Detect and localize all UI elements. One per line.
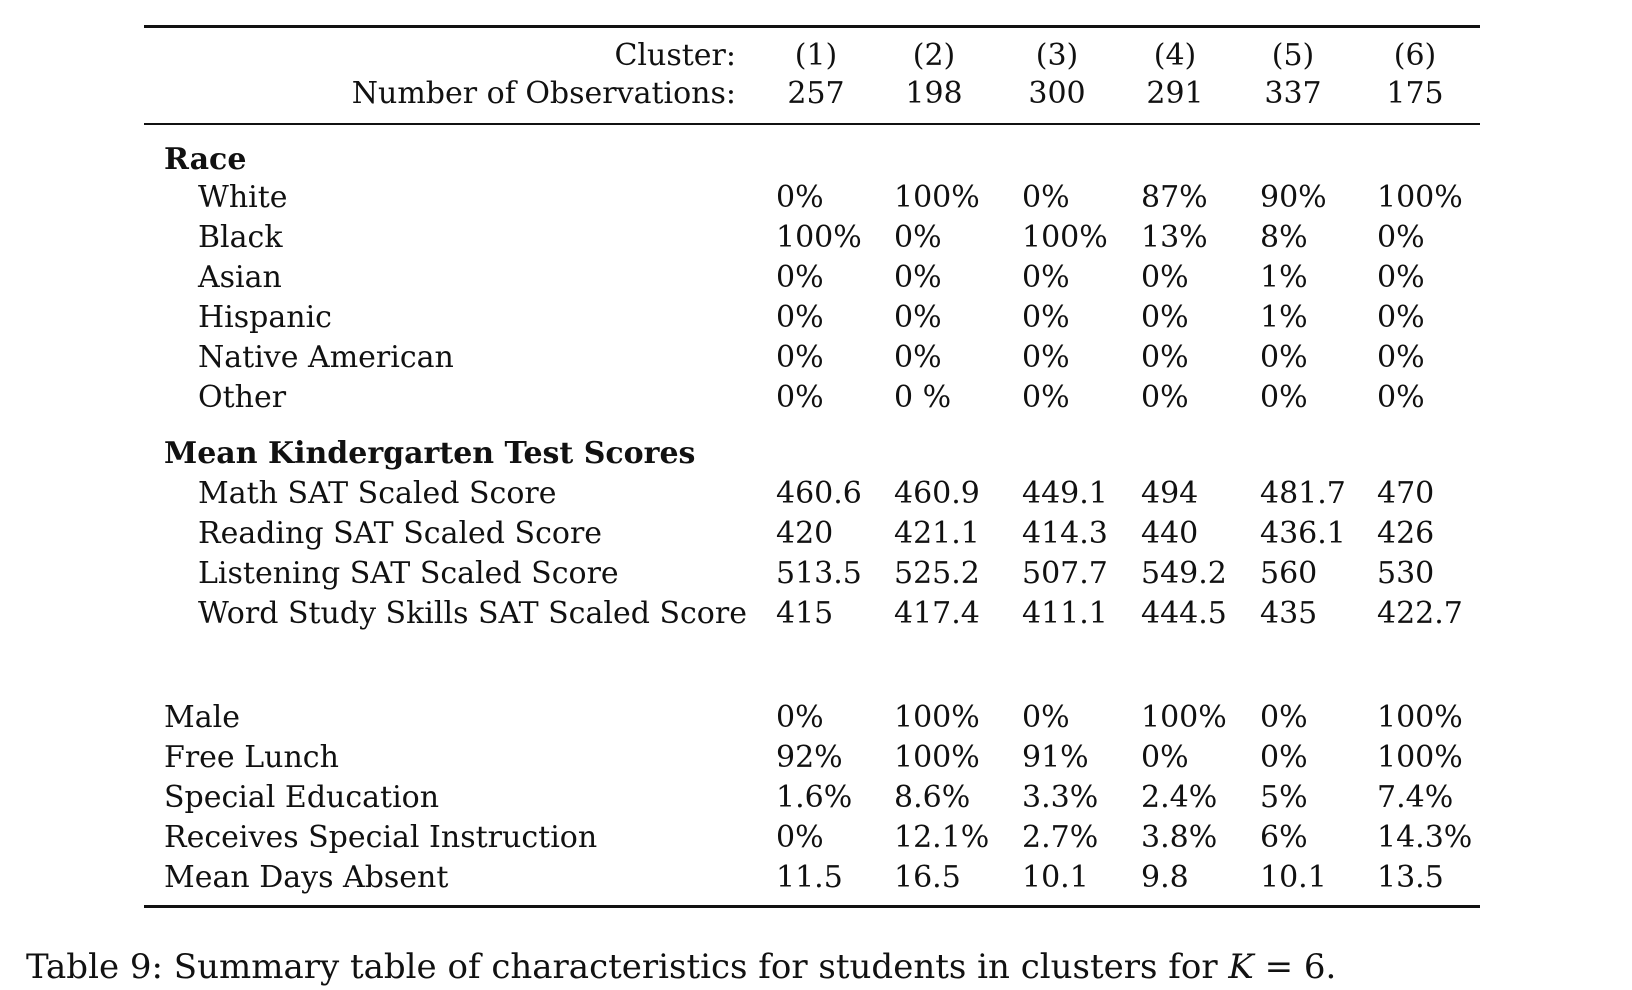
cell: 0% <box>1022 700 1070 735</box>
cell: 0% <box>776 300 824 335</box>
cell: 444.5 <box>1141 596 1227 631</box>
observations-header-label: Number of Observations: <box>351 76 736 111</box>
cell: 411.1 <box>1022 596 1108 631</box>
row-label: White <box>198 180 288 215</box>
cell: 0% <box>894 340 942 375</box>
section-title-scores: Mean Kindergarten Test Scores <box>164 436 696 471</box>
obs-col-4: 291 <box>1146 76 1204 111</box>
cell: 435 <box>1260 596 1318 631</box>
cell: 481.7 <box>1260 476 1346 511</box>
row-label: Receives Special Instruction <box>164 820 598 855</box>
cluster-col-1: (1) <box>794 38 838 73</box>
cell: 494 <box>1141 476 1199 511</box>
cell: 8.6% <box>894 780 971 815</box>
top-rule <box>144 25 1480 28</box>
cell: 6% <box>1260 820 1308 855</box>
cell: 3.3% <box>1022 780 1099 815</box>
cell: 7.4% <box>1377 780 1454 815</box>
cell: 0% <box>1377 260 1425 295</box>
cell: 9.8 <box>1141 860 1189 895</box>
cell: 0% <box>894 300 942 335</box>
cell: 422.7 <box>1377 596 1463 631</box>
cell: 417.4 <box>894 596 980 631</box>
cell: 0% <box>1260 340 1308 375</box>
cell: 87% <box>1141 180 1208 215</box>
cell: 0% <box>1022 180 1070 215</box>
row-label: Mean Days Absent <box>164 860 449 895</box>
cell: 0% <box>1377 300 1425 335</box>
cell: 100% <box>1141 700 1227 735</box>
cell: 525.2 <box>894 556 980 591</box>
obs-col-3: 300 <box>1028 76 1086 111</box>
cell: 100% <box>894 180 980 215</box>
cell: 449.1 <box>1022 476 1108 511</box>
row-label: Other <box>198 380 287 415</box>
row-label: Special Education <box>164 780 440 815</box>
cluster-col-4: (4) <box>1153 38 1197 73</box>
obs-col-1: 257 <box>787 76 845 111</box>
cell: 92% <box>776 740 843 775</box>
cell: 91% <box>1022 740 1089 775</box>
cell: 0% <box>1022 260 1070 295</box>
cluster-col-2: (2) <box>912 38 956 73</box>
cell: 0% <box>1260 700 1308 735</box>
cell: 421.1 <box>894 516 980 551</box>
cell: 0% <box>1260 380 1308 415</box>
cell: 1.6% <box>776 780 853 815</box>
cell: 0% <box>776 820 824 855</box>
cluster-header-label: Cluster: <box>614 38 736 73</box>
row-label: Asian <box>198 260 282 295</box>
cell: 13% <box>1141 220 1208 255</box>
cell: 16.5 <box>894 860 961 895</box>
cell: 0% <box>1260 740 1308 775</box>
cluster-col-3: (3) <box>1035 38 1079 73</box>
caption-math-var: K <box>1228 947 1254 987</box>
cell: 10.1 <box>1022 860 1089 895</box>
cell: 0% <box>1022 300 1070 335</box>
cell: 100% <box>1022 220 1108 255</box>
row-label: Word Study Skills SAT Scaled Score <box>198 596 747 631</box>
row-label: Math SAT Scaled Score <box>198 476 557 511</box>
cell: 0 % <box>894 380 952 415</box>
obs-col-6: 175 <box>1386 76 1444 111</box>
cell: 460.6 <box>776 476 862 511</box>
cell: 0% <box>776 340 824 375</box>
cell: 10.1 <box>1260 860 1327 895</box>
cell: 100% <box>894 740 980 775</box>
row-label: Reading SAT Scaled Score <box>198 516 603 551</box>
cell: 0% <box>1141 260 1189 295</box>
cell: 0% <box>1141 300 1189 335</box>
cell: 0% <box>1141 380 1189 415</box>
cell: 0% <box>776 260 824 295</box>
cell: 2.7% <box>1022 820 1099 855</box>
cell: 513.5 <box>776 556 862 591</box>
header-rule <box>144 123 1480 125</box>
table-caption <box>26 944 1336 990</box>
cell: 426 <box>1377 516 1435 551</box>
cell: 460.9 <box>894 476 980 511</box>
cell: 2.4% <box>1141 780 1218 815</box>
row-label: Native American <box>198 340 454 375</box>
cell: 530 <box>1377 556 1435 591</box>
cell: 0% <box>894 260 942 295</box>
cell: 5% <box>1260 780 1308 815</box>
section-title-race: Race <box>164 142 247 177</box>
cell: 14.3% <box>1377 820 1473 855</box>
cell: 12.1% <box>894 820 990 855</box>
row-label: Free Lunch <box>164 740 339 775</box>
cell: 507.7 <box>1022 556 1108 591</box>
cell: 100% <box>1377 740 1463 775</box>
cell: 1% <box>1260 260 1308 295</box>
row-label: Listening SAT Scaled Score <box>198 556 619 591</box>
cell: 90% <box>1260 180 1327 215</box>
cell: 100% <box>894 700 980 735</box>
cell: 100% <box>1377 700 1463 735</box>
cell: 100% <box>1377 180 1463 215</box>
row-label: Hispanic <box>198 300 332 335</box>
cell: 436.1 <box>1260 516 1346 551</box>
cell: 0% <box>1377 340 1425 375</box>
cell: 470 <box>1377 476 1435 511</box>
cell: 0% <box>776 180 824 215</box>
cell: 8% <box>1260 220 1308 255</box>
cluster-col-6: (6) <box>1393 38 1437 73</box>
row-label: Male <box>164 700 240 735</box>
cell: 0% <box>1377 220 1425 255</box>
cell: 440 <box>1141 516 1199 551</box>
obs-col-2: 198 <box>905 76 963 111</box>
cell: 11.5 <box>776 860 843 895</box>
cell: 0% <box>1022 380 1070 415</box>
cluster-col-5: (5) <box>1271 38 1315 73</box>
cell: 0% <box>1141 340 1189 375</box>
cell: 0% <box>1377 380 1425 415</box>
cell: 549.2 <box>1141 556 1227 591</box>
cell: 3.8% <box>1141 820 1218 855</box>
cell: 0% <box>1022 340 1070 375</box>
cell: 415 <box>776 596 834 631</box>
cell: 1% <box>1260 300 1308 335</box>
cell: 420 <box>776 516 834 551</box>
cell: 560 <box>1260 556 1318 591</box>
cell: 0% <box>1141 740 1189 775</box>
row-label: Black <box>198 220 283 255</box>
cell: 0% <box>894 220 942 255</box>
obs-col-5: 337 <box>1264 76 1322 111</box>
cell: 100% <box>776 220 862 255</box>
caption-prefix: Table 9: Summary table of characteristics for students in clusters for <box>26 947 1229 987</box>
cell: 0% <box>776 700 824 735</box>
bottom-rule <box>144 905 1480 908</box>
cell: 414.3 <box>1022 516 1108 551</box>
cell: 0% <box>776 380 824 415</box>
caption-suffix: = 6. <box>1253 947 1337 987</box>
cell: 13.5 <box>1377 860 1444 895</box>
